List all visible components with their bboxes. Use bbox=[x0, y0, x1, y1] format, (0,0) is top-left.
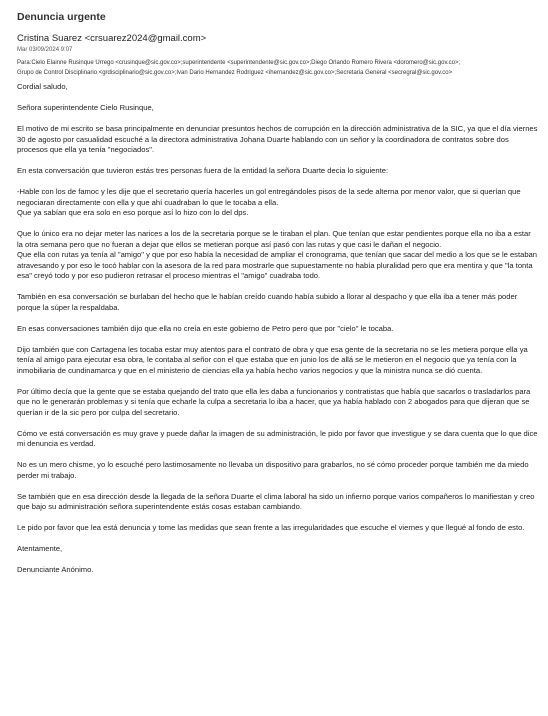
email-body bbox=[17, 82, 538, 576]
paragraph-line: En esas conversaciones también dijo que ella no creía en este gobierno de Petro pero que por "cielo" le tocaba. bbox=[17, 323, 394, 333]
body-paragraph bbox=[17, 324, 538, 335]
paragraph-line: Que ella con rutas ya tenía al "amigo" y que por eso había la necesidad de ampliar el cronograma, que tenían que sacar del medio a los que se le estaban atravesando y por eso le tocó hablar con la asesora de la red para mostrarle que supuestamente no había pluralidad pero que era mentira y que "la tonta esa" creyó todo y por eso pudieron retrasar el proceso mientras el "amigo" cuadraba todo. bbox=[17, 250, 537, 280]
recipients-line: Para:Cielo Elainne Rusinque Urrego <crusinque@sic.gov.co>;superintendente <superintendente@sic.gov.co>;Diego Orlando Romero Rivera <doromero@sic.gov.co>; bbox=[17, 60, 461, 66]
body-paragraph bbox=[17, 166, 538, 177]
paragraph-line: Que ya sabían que era solo en eso porque así lo hizo con lo del dps. bbox=[17, 208, 249, 217]
body-paragraph bbox=[17, 387, 538, 419]
paragraph-line: Atentamente, bbox=[17, 544, 63, 553]
body-paragraph bbox=[17, 103, 538, 114]
body-paragraph bbox=[17, 124, 538, 156]
body-paragraph bbox=[17, 460, 538, 481]
paragraph-line: Señora superintendente Cielo Rusinque, bbox=[17, 103, 154, 112]
body-paragraph bbox=[17, 429, 538, 450]
email-subject: Denuncia urgente bbox=[17, 11, 106, 23]
body-paragraph bbox=[17, 345, 538, 377]
body-paragraph bbox=[17, 523, 538, 534]
email-recipients[interactable] bbox=[17, 58, 538, 78]
paragraph-line: Cómo ve está conversación es muy grave y puede dañar la imagen de su administración, le pido por favor que investigue y se dara cuenta que lo que dice mi denuncia es verdad. bbox=[17, 428, 538, 448]
email-date: Mar 03/09/2024 9:07 bbox=[17, 47, 73, 53]
paragraph-line: -Hable con los de famoc y les dije que el secretario quería hacerles un gol entregándoles pisos de la sede alterna por menor valor, que si querían que negociaran directamente con ella y que ahí cuadraban lo que le tocaba a ella. bbox=[17, 187, 521, 207]
paragraph-line: Cordial saludo, bbox=[17, 82, 68, 91]
paragraph-line: Por último decía que la gente que se estaba quejando del trato que ella les daba a funcionarios y contratistas que había que sacarlos o trasladarlos para que no le generarán problemas y si tenía que echarle la culpa a secretaria lo iba a hacer, que ya había hablado con 2 abogados para que dijeran que se querían ir de la sic pero por culpa del secretario. bbox=[17, 386, 531, 417]
paragraph-line: Que lo único era no dejar meter las narices a los de la secretaria porque se le tiraban el plan. Que tenían que estar pendientes porque ella no iba a estar la otra semana pero que no fueran a dejar que ellos se metieran porque así pasó con las rutas y que casi le dañan el negocio. bbox=[17, 229, 531, 249]
body-paragraph bbox=[17, 492, 538, 513]
body-paragraph bbox=[17, 82, 538, 93]
paragraph-line: También en esa conversación se burlaban del hecho que le habían creído cuando había subido a llorar al despacho y que ella iba a tener más poder porque la súper la respaldaba. bbox=[17, 292, 518, 312]
body-paragraph bbox=[17, 292, 538, 313]
paragraph-line: Denunciante Anónimo. bbox=[17, 565, 94, 574]
body-paragraph bbox=[17, 187, 538, 219]
recipients-line: Grupo de Control Disciplinario <grdisciplinario@sic.gov.co>;Ivan Dario Hernandez Rodriguez <ihernandez@sic.gov.co>;Secretaria General <secregral@sic.gov.co> bbox=[17, 70, 453, 76]
paragraph-line: El motivo de mi escrito se basa principalmente en denunciar presuntos hechos de corrupción en la dirección administrativa de la SIC, ya que el día viernes 30 de agosto por casualidad escuché a la directora administrativa Johana Duarte hablando con un señor y la coordinadora de contratos sobre dos procesos que ella ya tenía "negociados". bbox=[17, 124, 538, 154]
paragraph-line: Se también que en esa dirección desde la llegada de la señora Duarte el clima laboral ha sido un infierno porque varios compañeros lo manifiestan y creo que bajo su administración señora superintendente estás cosas estaban cambiando. bbox=[17, 491, 535, 511]
email-sender[interactable]: Cristina Suarez <crsuarez2024@gmail.com> bbox=[17, 33, 207, 44]
body-paragraph bbox=[17, 229, 538, 282]
paragraph-line: En esta conversación que tuvieron estás tres personas fuera de la entidad la señora Duarte decia lo siguiente: bbox=[17, 166, 389, 175]
paragraph-line: Le pido por favor que lea está denuncia y tome las medidas que sean frente a las irregularidades que escuche el viernes y que llegué al fondo de esto. bbox=[17, 523, 525, 532]
paragraph-line: Dijo también que con Cartagena les tocaba estar muy atentos para el contrato de obra y que esa gente de la secretaria no se les metiera porque ella ya tenía al amigo para ejecutar esa obra, le contaba al señor con el que estaba que en junio los de allá se le metieron en el negocio que ya tenía con la inmobiliaria de cundinamarca y que en el ministerio de ciencias ella ya había hecho varios negocios y que la ministra nunca se dió cuenta. bbox=[17, 344, 528, 375]
paragraph-line: No es un mero chisme, yo lo escuché pero lastimosamente no llevaba un dispositivo para grabarlos, no sé cómo proceder porque también me da miedo perder mi trabajo. bbox=[17, 460, 529, 480]
body-paragraph bbox=[17, 544, 538, 555]
body-paragraph bbox=[17, 565, 538, 576]
